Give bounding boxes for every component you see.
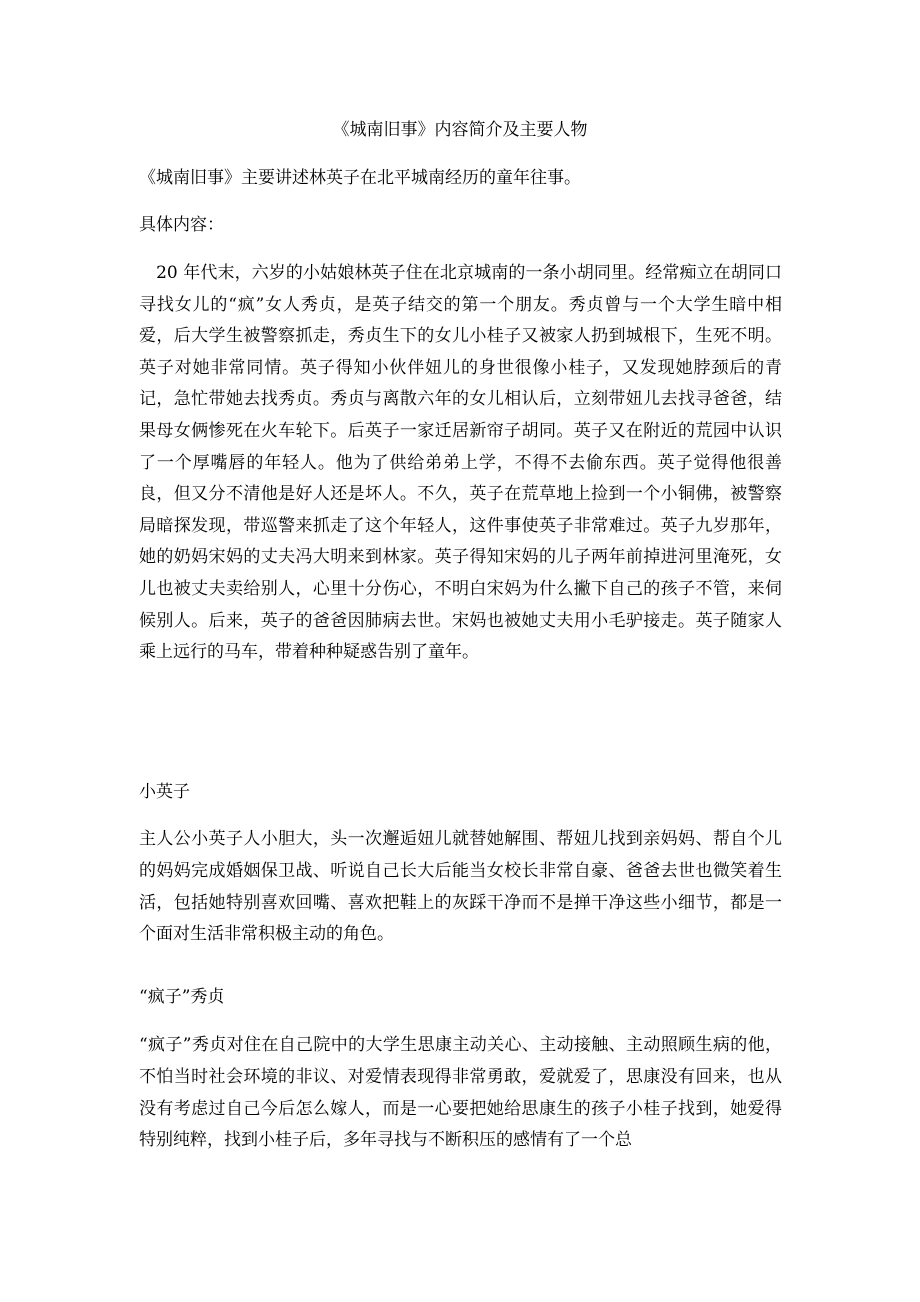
intro-paragraph: 《城南旧事》主要讲述林英子在北平城南经历的童年往事。 [139,168,581,188]
section-body-xiuzhen: “疯子”秀贞对住在自己院中的大学生思康主动关心、主动接触、主动照顾生病的他，不怕当时社会环境的非议、对爱情表现得非常勇敢，爱就爱了，思康没有回来，也从没有考虑过自己今后怎么嫁人，而是一心要把她给思康生的孩子小桂子找到，她爱得特别纯粹，找到小桂子后，多年寻找与不断积压的感情有了一个总 [139,1035,782,1151]
document-title: 《城南旧事》内容简介及主要人物 [332,120,588,140]
section-heading-xiao-yingzi: 小英子 [139,782,190,802]
summary-paragraph: 20 年代末，六岁的小姑娘林英子住在北京城南的一条小胡同里。经常痴立在胡同口寻找女儿的“疯”女人秀贞，是英子结交的第一个朋友。秀贞曾与一个大学生暗中相爱，后大学生被警察抓走，秀贞生下的女儿小桂子又被家人扔到城根下，生死不明。英子对她非常同情。英子得知小伙伴妞儿的身世很像小桂子，又发现她脖颈后的青记，急忙带她去找秀贞。秀贞与离散六年的女儿相认后，立刻带妞儿去找寻爸爸，结果母女俩惨死在火车轮下。后英子一家迁居新帘子胡同。英子又在附近的荒园中认识了一个厚嘴唇的年轻人。他为了供给弟弟上学，不得不去偷东西。英子觉得他很善良，但又分不清他是好人还是坏人。不久，英子在荒草地上捡到一个小铜佛，被警察局暗探发现，带巡警来抓走了这个年轻人，这件事使英子非常难过。英子九岁那年，她的奶妈宋妈的丈夫冯大明来到林家。英子得知宋妈的儿子两年前掉进河里淹死，女儿也被丈夫卖给别人，心里十分伤心，不明白宋妈为什么撇下自己的孩子不管，来伺候别人。后来，英子的爸爸因肺病去世。宋妈也被她丈夫用小毛驴接走。英子随家人乘上远行的马车，带着种种疑惑告别了童年。 [139,263,782,663]
content-label: 具体内容： [139,215,224,235]
section-heading-xiuzhen: “疯子”秀贞 [139,987,225,1007]
section-body-xiao-yingzi: 主人公小英子人小胆大，头一次邂逅妞儿就替她解围、帮妞儿找到亲妈妈、帮自个儿的妈妈完成婚姻保卫战、听说自己长大后能当女校长非常自豪、爸爸去世也微笑着生活，包括她特别喜欢回嘴、喜欢把鞋上的灰踩干净而不是掸干净这些小细节，都是一个面对生活非常积极主动的角色。 [139,829,782,945]
